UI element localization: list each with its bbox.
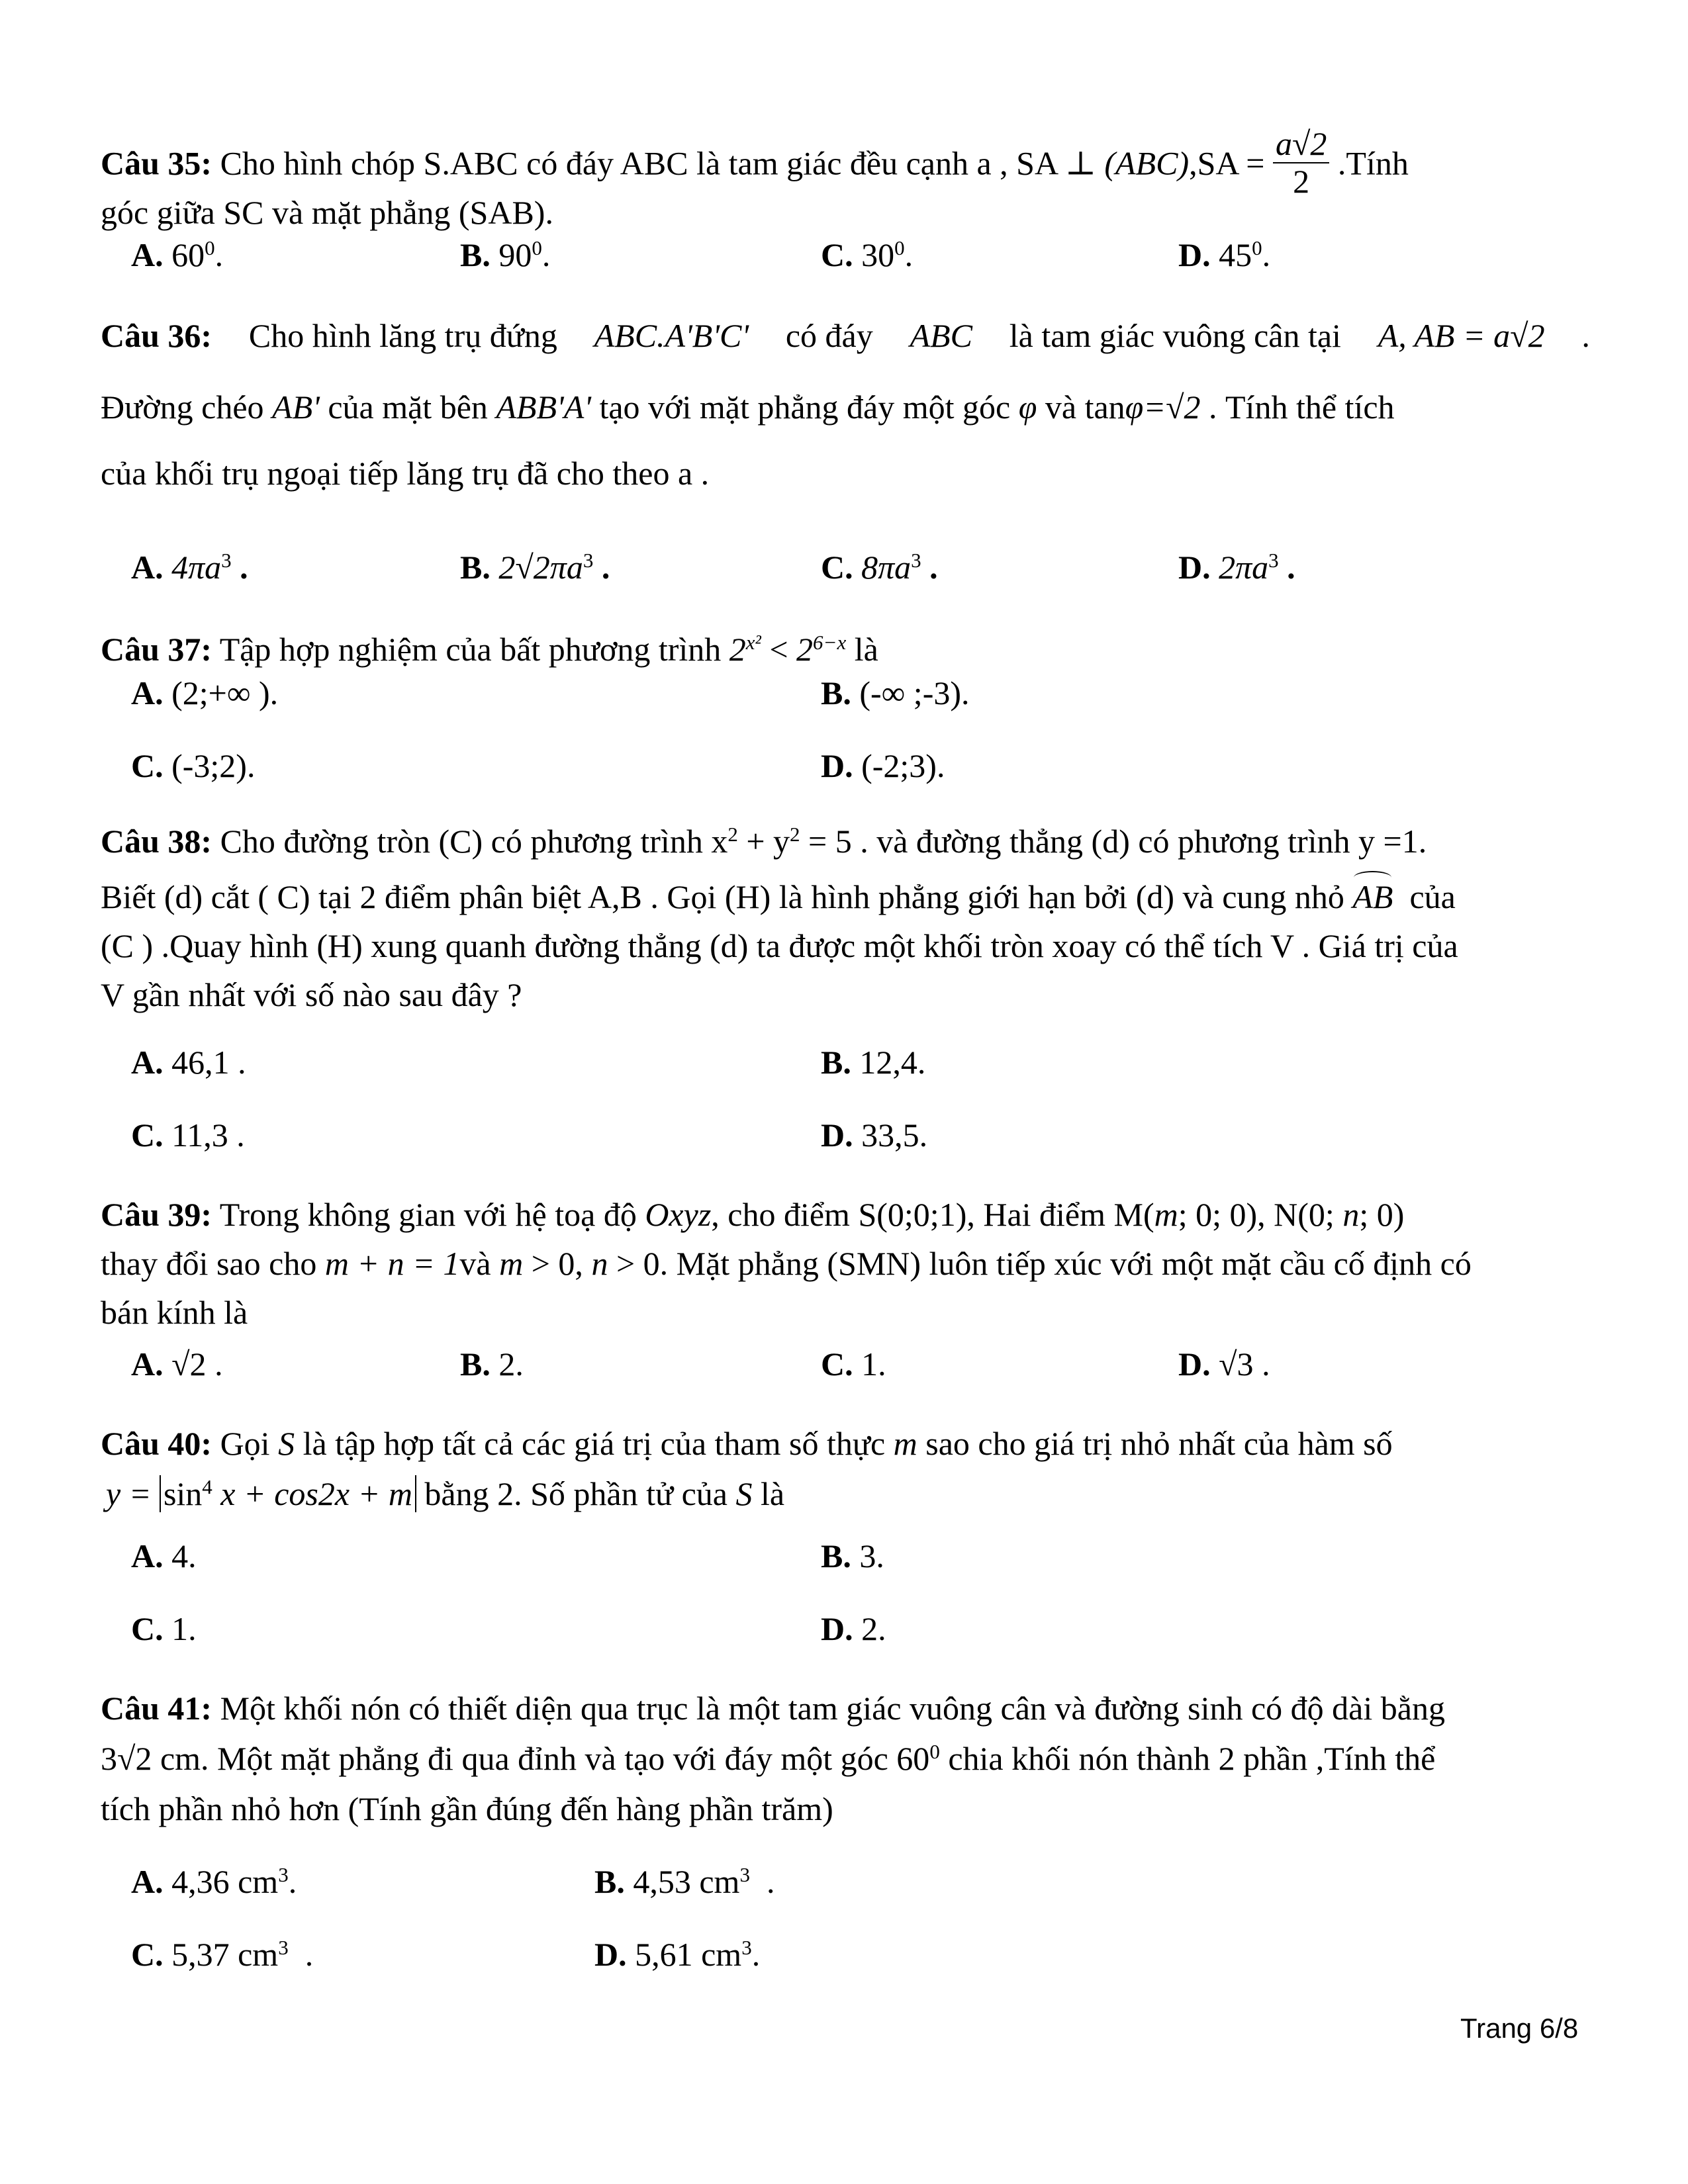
option-end: . [240, 549, 248, 586]
question-text: có đáy [785, 317, 873, 354]
option-value: √2 [171, 1345, 207, 1383]
option-value: (-2;3). [861, 747, 945, 784]
func-sin: sin [163, 1475, 203, 1512]
option-end: . [766, 1863, 775, 1900]
question-text: tạo với mặt phẳng đáy một góc [599, 388, 1011, 426]
option-label: C. [131, 1610, 164, 1647]
option-value: 2. [861, 1610, 886, 1647]
option-value: 4. [171, 1537, 197, 1574]
var-m: m [893, 1425, 917, 1462]
question-text: là [854, 631, 878, 668]
option-b[interactable] [594, 1862, 775, 1900]
question-36-line-3: của khối trụ ngoại tiếp lăng trụ đã cho theo a . [101, 455, 710, 492]
option-superscript: 3 [741, 1935, 752, 1959]
option-value: 30 [861, 236, 895, 273]
option-value: 12,4. [859, 1044, 926, 1081]
option-d[interactable] [594, 1935, 761, 1973]
option-value: (-∞ ;-3). [859, 674, 970, 711]
function-lhs: y = [106, 1475, 152, 1512]
option-value: 5,61 cm [635, 1936, 742, 1973]
question-text: Cho hình chóp S.ABC có đáy ABC là tam giác đều cạnh a , SA [220, 144, 1057, 182]
question-text: Một khối nón có thiết diện qua trục là một tam giác vuông cân và đường sinh có độ dài bằng [220, 1690, 1445, 1727]
question-text: của [1409, 878, 1456, 915]
option-label: B. [460, 549, 491, 586]
option-end: . [1287, 549, 1295, 586]
option-label: A. [131, 1863, 164, 1900]
page-number: Trang 6/8 [1460, 2013, 1579, 2044]
option-value: 11,3 . [171, 1116, 245, 1154]
question-text: , cho điểm S(0;0;1), Hai điểm M( [711, 1196, 1154, 1233]
option-label: B. [460, 1345, 491, 1383]
question-41-line-3: tích phần nhỏ hơn (Tính gần đúng đến hàng phần trăm) [101, 1790, 833, 1827]
option-value: (-3;2). [171, 747, 256, 784]
option-label: D. [821, 1610, 853, 1647]
option-end: . [214, 236, 224, 273]
tan-value: φ=√2 [1125, 388, 1201, 426]
option-value: √3 [1219, 1345, 1254, 1383]
coordinate-system: Oxyz [645, 1196, 712, 1233]
option-superscript: 0 [205, 236, 215, 259]
option-value: 1. [171, 1610, 197, 1647]
option-superscript: 3 [278, 1935, 289, 1959]
option-value: 2πa [1219, 549, 1269, 586]
option-label: C. [131, 1936, 164, 1973]
option-label: D. [1178, 236, 1211, 273]
question-text: ; 0) [1359, 1196, 1405, 1233]
option-end: . [929, 549, 938, 586]
question-text: ,SA = [1189, 144, 1265, 182]
question-label: Câu 40: [101, 1425, 212, 1462]
question-text: = 5 . và đường thẳng (d) có phương trình y =1. [808, 823, 1427, 860]
question-text: thay đổi sao cho [101, 1245, 317, 1282]
option-label: C. [131, 747, 164, 784]
option-label: D. [821, 747, 853, 784]
option-label: C. [131, 1116, 164, 1154]
option-value: 4,53 cm [633, 1863, 740, 1900]
option-end: . [1262, 236, 1271, 273]
base-name: ABC [910, 317, 972, 354]
option-label: B. [821, 674, 851, 711]
option-value: 2√2πa [498, 549, 583, 586]
option-superscript: 3 [583, 548, 594, 572]
var-m: m [499, 1245, 524, 1282]
question-label: Câu 39: [101, 1196, 212, 1233]
question-label: Câu 38: [101, 823, 212, 860]
question-label: Câu 41: [101, 1690, 212, 1727]
question-text: .Tính [1337, 144, 1409, 182]
question-text: . [1581, 317, 1590, 354]
question-41-line-1 [101, 1692, 1445, 1725]
perpendicular-symbol: ⊥ [1064, 144, 1096, 182]
question-text: sao cho giá trị nhỏ nhất của hàm số [925, 1425, 1393, 1462]
option-value: 1. [861, 1345, 886, 1383]
option-label: B. [594, 1863, 625, 1900]
question-text: . Tính thể tích [1209, 388, 1395, 426]
exponent: 6−x [813, 630, 847, 654]
fraction-denominator: 2 [1293, 163, 1310, 200]
set-s: S [735, 1475, 753, 1512]
option-value: 5,37 cm [171, 1936, 279, 1973]
option-superscript: 0 [532, 236, 542, 259]
degree: 0 [929, 1739, 940, 1763]
option-end: . [305, 1936, 314, 1973]
option-label: A. [131, 1345, 164, 1383]
option-label: B. [821, 1044, 851, 1081]
question-text: của mặt bên [328, 388, 488, 426]
option-a[interactable] [131, 1862, 297, 1900]
question-text: Đường chéo [101, 388, 264, 426]
condition: m + n = 1 [324, 1245, 460, 1282]
option-end: . [541, 236, 551, 273]
question-text: Cho đường tròn (C) có phương trình x [220, 823, 728, 860]
less-than: < [769, 631, 788, 668]
option-value: 4,36 cm [171, 1863, 279, 1900]
var-n: n [1342, 1196, 1360, 1233]
var-n: n [591, 1245, 608, 1282]
arc-ab: AB [1352, 878, 1393, 915]
option-value: 90 [498, 236, 532, 273]
question-label: Câu 37: [101, 631, 212, 668]
question-text: Trong không gian với hệ toạ độ [219, 1196, 637, 1233]
question-label: Câu 35: [101, 144, 212, 182]
option-label: D. [1178, 549, 1211, 586]
face-name: ABB'A' [496, 388, 591, 426]
option-end: . [288, 1863, 297, 1900]
diagonal-name: AB' [272, 388, 320, 426]
option-superscript: 3 [739, 1862, 750, 1886]
prism-name: ABC.A'B'C' [594, 317, 749, 354]
option-value: 2. [498, 1345, 524, 1383]
question-text: Tập hợp nghiệm của bất phương trình [219, 631, 722, 668]
question-text: > 0, [531, 1245, 583, 1282]
option-c[interactable] [131, 1935, 314, 1973]
option-value: 3. [859, 1537, 884, 1574]
func-rest: x + cos2x + m [220, 1475, 412, 1512]
set-s: S [278, 1425, 295, 1462]
question-39-line-3: bán kính là [101, 1294, 248, 1331]
question-38-line-4: V gần nhất với số nào sau đây ? [101, 976, 522, 1013]
question-text: Cho hình lăng trụ đứng [248, 317, 557, 354]
question-41-line-2 [101, 1739, 1436, 1777]
question-text: Gọi [220, 1425, 270, 1462]
question-text: và [459, 1245, 491, 1282]
option-superscript: 0 [1252, 236, 1262, 259]
option-superscript: 3 [221, 548, 232, 572]
question-text: cm. Một mặt phẳng đi qua đỉnh và tạo với đáy một góc 60 [160, 1740, 930, 1777]
question-text: + y [746, 823, 790, 860]
option-superscript: 3 [1268, 548, 1279, 572]
exponent: x² [745, 630, 761, 654]
option-label: B. [821, 1537, 851, 1574]
question-text: Biết (d) cắt ( C) tại 2 điểm phân biệt A,B . Gọi (H) là hình phẳng giới hạn bởi (d) và cung nhỏ [101, 878, 1344, 915]
question-text: bằng 2. Số phần tử của [424, 1475, 727, 1512]
option-label: A. [131, 1044, 164, 1081]
question-text: là [761, 1475, 785, 1512]
condition: A, AB = a√2 [1378, 317, 1545, 354]
option-value: 8πa [861, 549, 912, 586]
option-superscript: 3 [278, 1862, 289, 1886]
option-end: . [904, 236, 914, 273]
option-end: . [751, 1936, 761, 1973]
option-value: 4πa [171, 549, 222, 586]
option-label: C. [821, 236, 853, 273]
option-label: D. [821, 1116, 853, 1154]
option-label: D. [594, 1936, 627, 1973]
question-text: là tam giác vuông cân tại [1009, 317, 1341, 354]
question-label: Câu 36: [101, 317, 212, 354]
question-text: chia khối nón thành 2 phần ,Tính thể [948, 1740, 1436, 1777]
option-end: . [1262, 1345, 1270, 1383]
plane-name: (ABC) [1104, 144, 1190, 182]
option-value: (2;+∞ ). [171, 674, 279, 711]
question-35-line-2: góc giữa SC và mặt phẳng (SAB). [101, 194, 553, 231]
var-m: m [1154, 1196, 1178, 1233]
fraction-numerator: a√2 [1273, 126, 1329, 163]
option-value: 60 [171, 236, 205, 273]
option-label: C. [821, 549, 853, 586]
exponent: 2 [727, 822, 738, 846]
option-superscript: 0 [894, 236, 905, 259]
question-text: ; 0; 0), N(0; [1178, 1196, 1335, 1233]
option-label: B. [460, 236, 491, 273]
question-text: > 0. Mặt phẳng (SMN) luôn tiếp xúc với một mặt cầu cố định có [616, 1245, 1472, 1282]
inequality-lhs: 2 [729, 631, 746, 668]
option-value: 33,5. [861, 1116, 928, 1154]
option-label: A. [131, 1537, 164, 1574]
option-value: 46,1 . [171, 1044, 246, 1081]
question-text: và tan [1045, 388, 1125, 426]
slant-length: 3√2 [101, 1740, 152, 1777]
option-label: A. [131, 236, 164, 273]
option-end: . [601, 549, 610, 586]
question-text: là tập hợp tất cả các giá trị của tham số thực [303, 1425, 886, 1462]
option-label: D. [1178, 1345, 1211, 1383]
option-label: C. [821, 1345, 853, 1383]
exponent: 2 [790, 822, 800, 846]
exponent: 4 [202, 1475, 212, 1498]
option-label: A. [131, 674, 164, 711]
option-value: 45 [1219, 236, 1252, 273]
inequality-rhs: 2 [796, 631, 814, 668]
option-superscript: 3 [911, 548, 921, 572]
angle-symbol: φ [1018, 388, 1037, 426]
option-label: A. [131, 549, 164, 586]
option-end: . [214, 1345, 223, 1383]
question-38-line-3: (C ) .Quay hình (H) xung quanh đường thẳng (d) ta được một khối tròn xoay có thể tích V . Giá trị của [101, 927, 1458, 964]
